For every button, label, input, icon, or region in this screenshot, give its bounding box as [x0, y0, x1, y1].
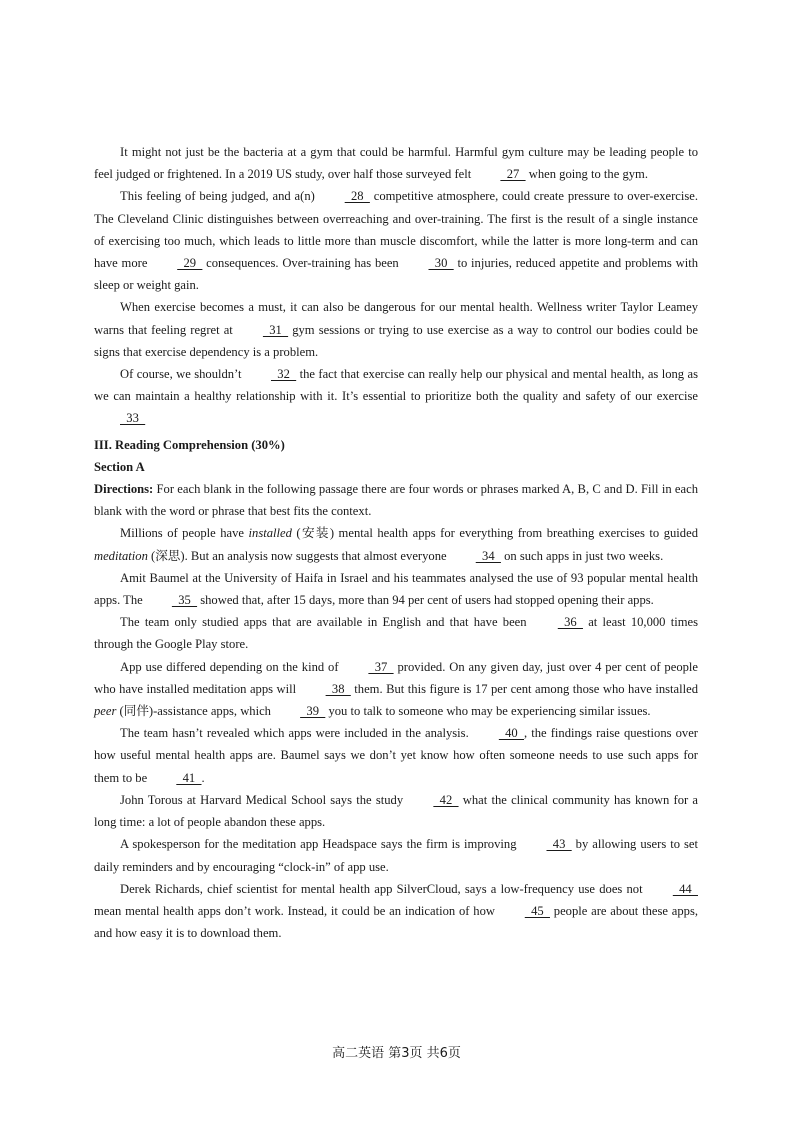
text-run: on such apps in just two weeks.: [500, 548, 664, 563]
text-run: them. But this figure is 17 per cent among those who have installed: [350, 681, 698, 696]
text-run: App use differed depending on the kind of: [120, 659, 343, 674]
section-heading: III. Reading Comprehension (30%): [94, 437, 285, 452]
paragraph: [94, 363, 698, 430]
directions-text: For each blank in the following passage there are four words or phrases marked A, B, C and D. Fill in each blank with the word or phrase that best fits the context.: [94, 482, 698, 519]
italic-term: peer: [94, 704, 117, 719]
text-run: to injuries, reduced appetite and problems with sleep or weight gain.: [94, 256, 698, 293]
blank-40: 40: [498, 726, 525, 741]
blank-44: 44: [672, 881, 698, 896]
blank-31: 31: [262, 322, 289, 337]
blank-39: 39: [300, 704, 326, 719]
blank-36: 36: [557, 615, 583, 630]
blank-30: 30: [428, 256, 454, 271]
blank-38: 38: [325, 681, 351, 696]
text-run: Derek Richards, chief scientist for mental health app SilverCloud, says a low-frequency use does not: [120, 881, 647, 896]
blank-28: 28: [344, 189, 370, 204]
text-run: (同伴)-assistance apps, which: [116, 704, 275, 719]
page-content: [94, 141, 698, 944]
blank-34: 34: [475, 548, 501, 563]
text-run: , the findings raise questions over how useful mental health apps are. Baumel says we don’t yet know how often someone needs to use such apps for them to be: [94, 726, 698, 785]
paragraph: [94, 567, 698, 611]
paragraph: [94, 141, 698, 185]
blank-42: 42: [433, 792, 459, 807]
text-run: what the clinical community has known for a long time: a lot of people abandon these apps.: [94, 792, 698, 830]
text-run: when going to the gym.: [525, 167, 649, 182]
paragraph: [94, 878, 698, 945]
cloze-passage-apps: [94, 522, 698, 944]
blank-41: 41: [176, 770, 202, 785]
paragraph: [94, 789, 698, 833]
text-run: The team only studied apps that are available in English and that have been: [120, 615, 532, 630]
paragraph: [94, 296, 698, 363]
blank-33: 33: [120, 411, 146, 426]
text-run: at least 10,000 times through the Google Play store.: [94, 615, 698, 652]
text-run: competitive atmosphere, could create pressure to over-exercise. The Cleveland Clinic distinguishes between overreaching and over-training. The first is the result of a single instance of exercising too much, which leads to little more than muscle discomfort, while the latter is more long-term and can have more: [94, 189, 698, 271]
blank-35: 35: [171, 593, 198, 608]
italic-term: meditation: [94, 548, 148, 563]
text-run: A spokesperson for the meditation app Headspace says the firm is improving: [120, 837, 521, 852]
text-run: John Torous at Harvard Medical School says the study: [120, 792, 408, 807]
cloze-passage-gym: [94, 141, 698, 430]
text-run: Millions of people have: [120, 526, 249, 541]
text-run: mean mental health apps don’t work. Instead, it could be an indication of how: [94, 903, 499, 918]
blank-29: 29: [177, 256, 203, 271]
paragraph: [94, 611, 698, 655]
text-run: provided. On any given day, just over 4 per cent of people who have installed meditation apps will: [94, 659, 698, 696]
paragraph: [94, 522, 698, 566]
blank-45: 45: [524, 903, 550, 918]
text-run: (安装) mental health apps for everything from breathing exercises to guided: [291, 526, 698, 541]
text-run: It might not just be the bacteria at a gym that could be harmful. Harmful gym culture may be leading people to feel judged or frightened. In a 2019 US study, over half those surveyed felt: [94, 145, 698, 182]
paragraph: [94, 185, 698, 296]
text-run: by allowing users to set daily reminders and by encouraging “clock-in” of app use.: [94, 837, 699, 874]
blank-37: 37: [368, 659, 394, 674]
text-run: showed that, after 15 days, more than 94 per cent of users had stopped opening their apps.: [197, 593, 654, 608]
paragraph: [94, 722, 698, 789]
directions: [94, 478, 698, 522]
text-run: gym sessions or trying to use exercise as a way to control our bodies could be signs that exercise dependency is a problem.: [94, 322, 698, 359]
text-run: you to talk to someone who may be experiencing similar issues.: [325, 704, 651, 719]
text-run: The team hasn’t revealed which apps were included in the analysis.: [120, 726, 473, 741]
text-run: When exercise becomes a must, it can also be dangerous for our mental health. Wellness writer Taylor Leamey warns that feeling regret at: [94, 300, 698, 337]
italic-term: installed: [248, 526, 292, 541]
blank-27: 27: [500, 167, 526, 182]
blank-43: 43: [546, 837, 572, 852]
directions-label: Directions:: [94, 482, 154, 497]
text-run: Of course, we shouldn’t: [120, 367, 245, 382]
paragraph: [94, 833, 698, 877]
blank-32: 32: [270, 367, 297, 382]
text-run: Amit Baumel at the University of Haifa in Israel and his teammates analysed the use of 93 popular mental health apps. The: [94, 570, 698, 608]
text-run: the fact that exercise can really help our physical and mental health, as long as we can maintain a healthy relationship with it. It’s essential to prioritize both the quality and safety of our exercise: [94, 367, 699, 404]
text-run: (深思). But an analysis now suggests that almost everyone: [147, 548, 450, 563]
paragraph: [94, 656, 698, 723]
text-run: This feeling of being judged, and a(n): [120, 189, 319, 204]
text-run: .: [201, 770, 205, 785]
text-run: people are about these apps, and how easy it is to download them.: [94, 903, 698, 941]
section-subheading: Section A: [94, 459, 145, 474]
text-run: consequences. Over-training has been: [202, 256, 403, 271]
page-footer: 高二英语 第3页 共6页: [332, 1046, 461, 1061]
